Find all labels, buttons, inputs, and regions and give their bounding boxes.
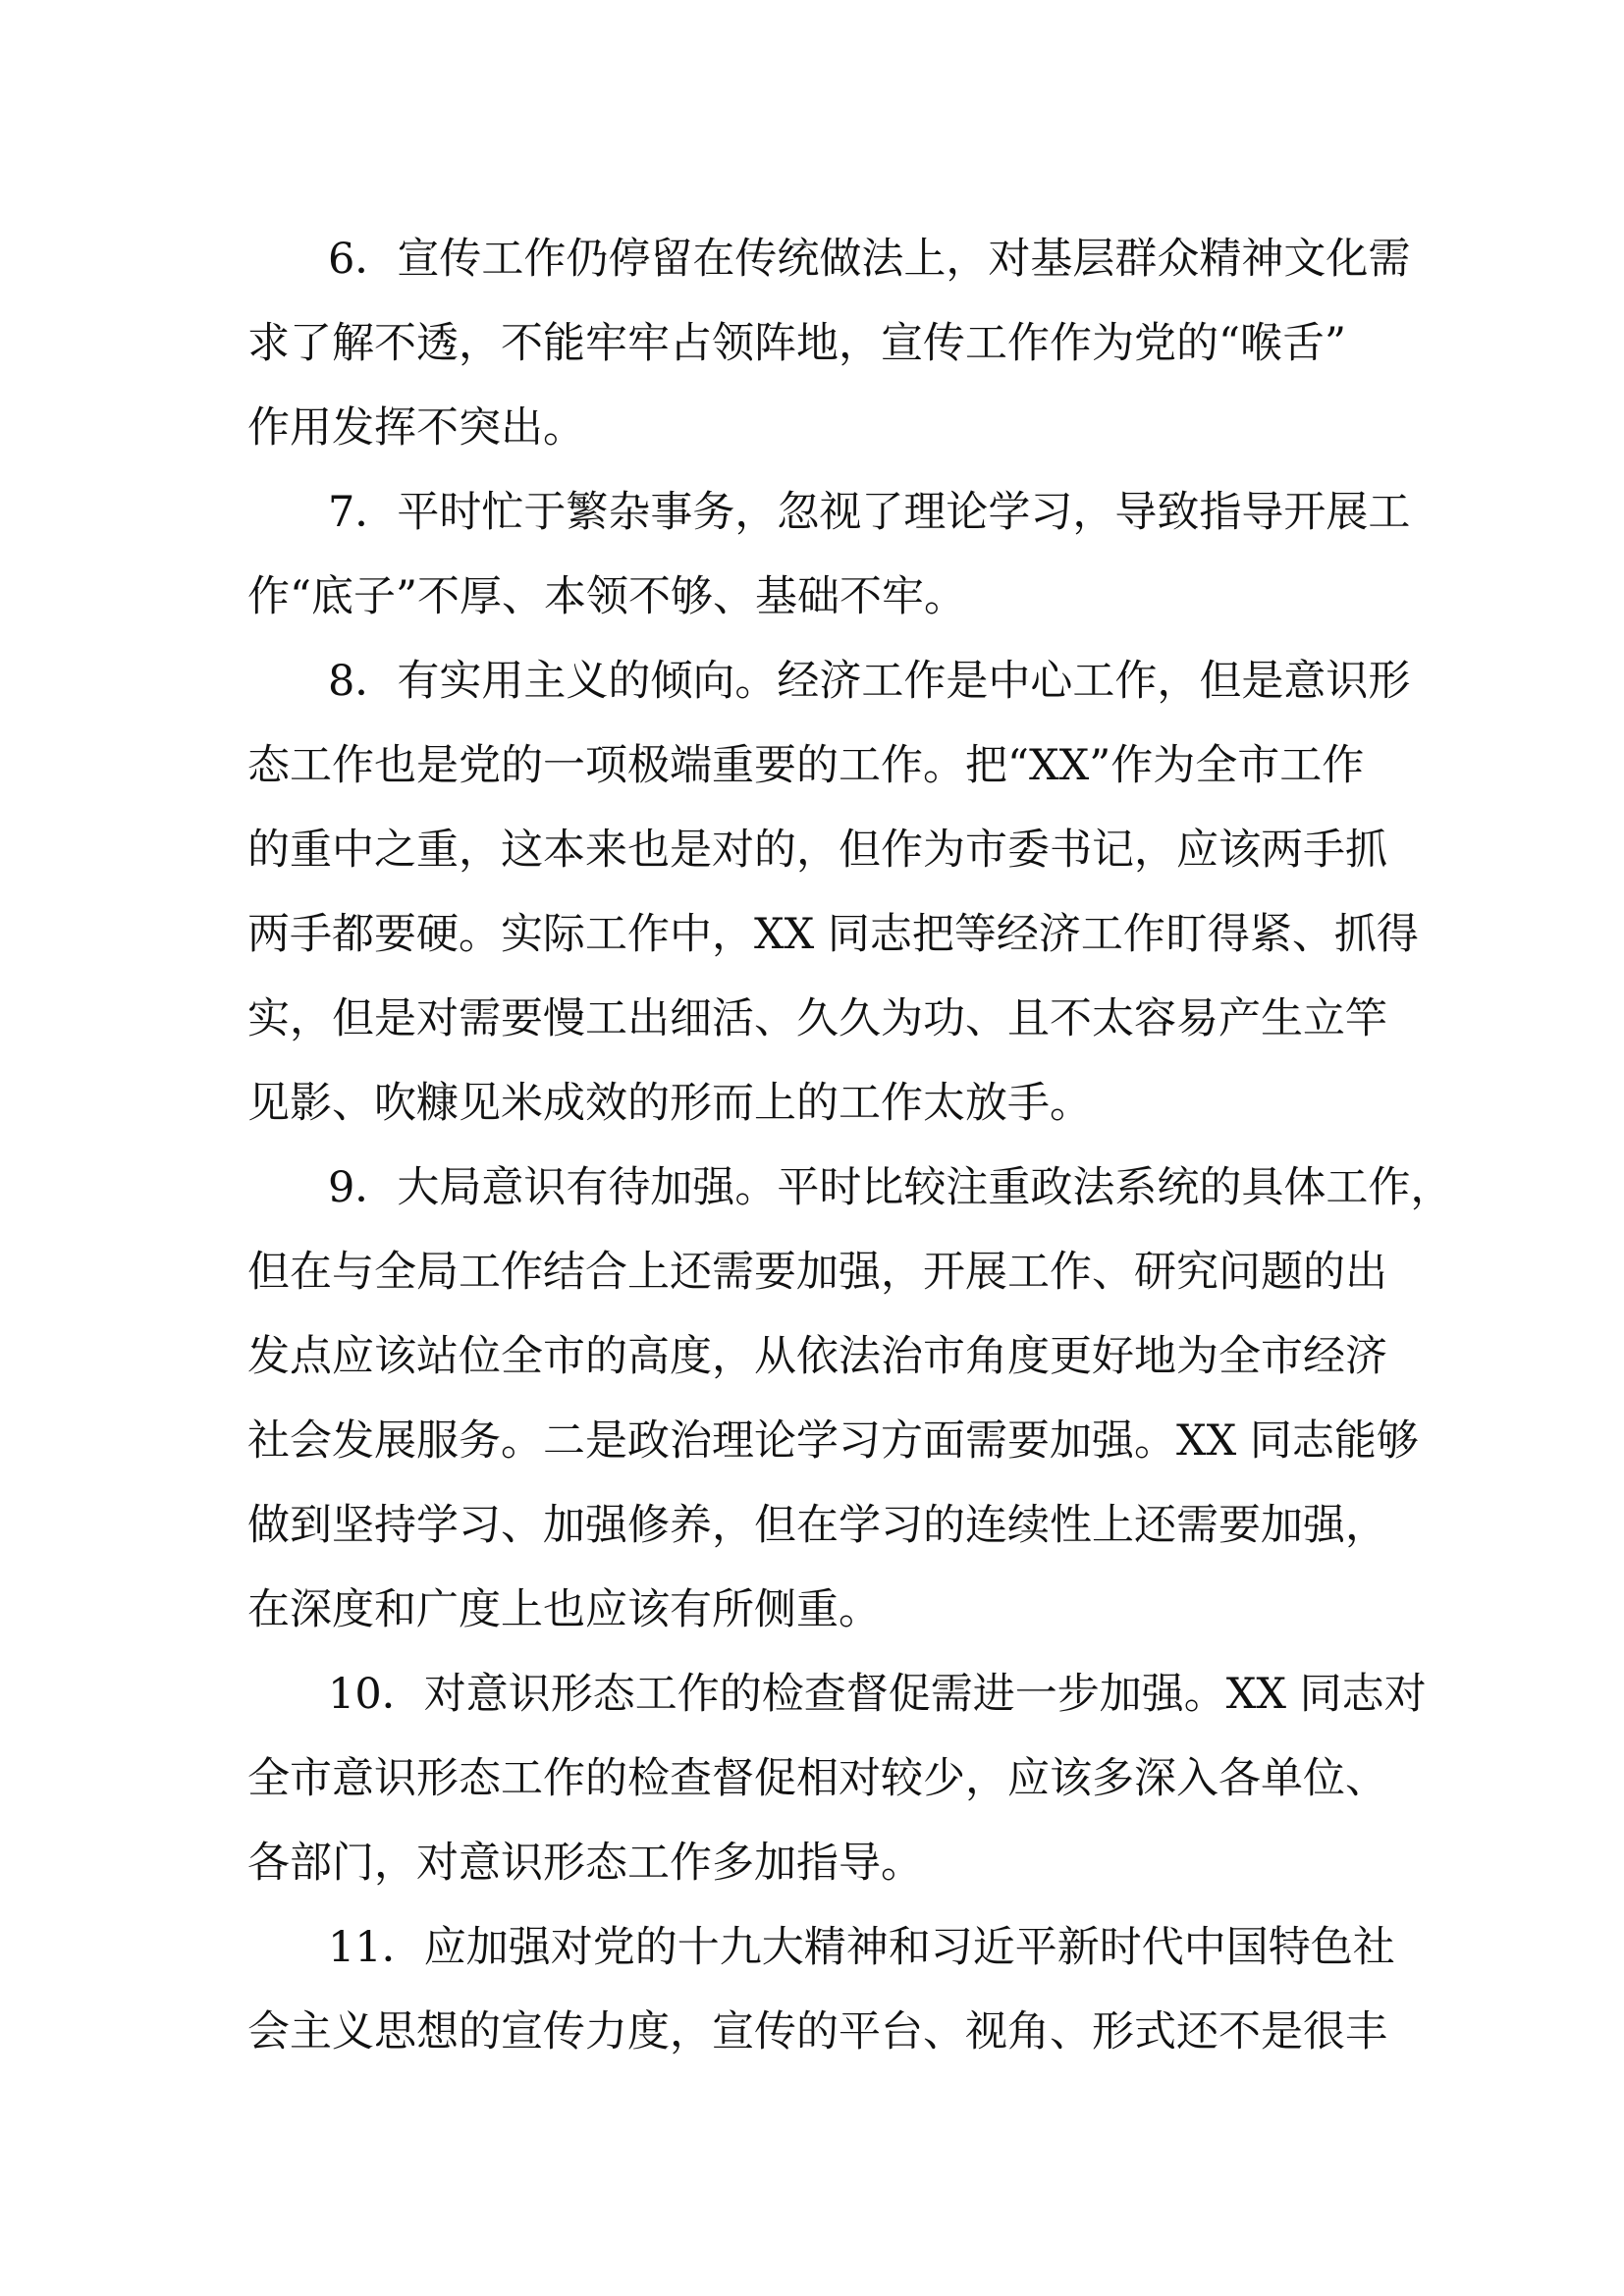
- paragraph-6-line-2: 求了解不透，不能牢牢占领阵地，宣传工作作为党的“喉舌”: [247, 319, 1346, 368]
- paragraph-9-line-5: 做到坚持学习、加强修养，但在学习的连续性上还需要加强，: [247, 1501, 1387, 1550]
- paragraph-10-line-3: 各部门，对意识形态工作多加指导。: [247, 1839, 923, 1888]
- paragraph-8-line-1: 8．有实用主义的倾向。经济工作是中心工作，但是意识形: [328, 657, 1411, 706]
- paragraph-9-line-4: 社会发展服务。二是政治理论学习方面需要加强。XX 同志能够: [247, 1416, 1419, 1466]
- paragraph-9-line-2: 但在与全局工作结合上还需要加强，开展工作、研究问题的出: [247, 1248, 1387, 1297]
- paragraph-10-line-1: 10．对意识形态工作的检查督促需进一步加强。XX 同志对: [328, 1670, 1427, 1719]
- paragraph-8-line-2: 态工作也是党的一项极端重要的工作。把“XX”作为全市工作: [247, 741, 1365, 790]
- paragraph-8-line-3: 的重中之重，这本来也是对的，但作为市委书记，应该两手抓: [247, 826, 1387, 875]
- paragraph-7-line-2: 作“底子”不厚、本领不够、基础不牢。: [247, 572, 966, 621]
- paragraph-8-line-6: 见影、吹糠见米成效的形而上的工作太放手。: [247, 1079, 1092, 1128]
- paragraph-8-line-5: 实，但是对需要慢工出细活、久久为功、且不太容易产生立竿: [247, 994, 1387, 1043]
- paragraph-11-line-1: 11．应加强对党的十九大精神和习近平新时代中国特色社: [328, 1923, 1395, 1972]
- paragraph-9-line-1: 9．大局意识有待加强。平时比较注重政法系统的具体工作，: [328, 1163, 1453, 1212]
- paragraph-9-line-6: 在深度和广度上也应该有所侧重。: [247, 1585, 881, 1634]
- paragraph-6-line-3: 作用发挥不突出。: [247, 403, 585, 453]
- paragraph-7-line-1: 7．平时忙于繁杂事务，忽视了理论学习，导致指导开展工: [328, 488, 1411, 537]
- paragraph-9-line-3: 发点应该站位全市的高度，从依法治市角度更好地为全市经济: [247, 1332, 1387, 1381]
- paragraph-10-line-2: 全市意识形态工作的检查督促相对较少，应该多深入各单位、: [247, 1754, 1387, 1803]
- paragraph-6-line-1: 6．宣传工作仍停留在传统做法上，对基层群众精神文化需: [328, 235, 1411, 284]
- paragraph-11-line-2: 会主义思想的宣传力度，宣传的平台、视角、形式还不是很丰: [247, 2007, 1387, 2056]
- paragraph-8-line-4: 两手都要硬。实际工作中，XX 同志把等经济工作盯得紧、抓得: [247, 910, 1419, 959]
